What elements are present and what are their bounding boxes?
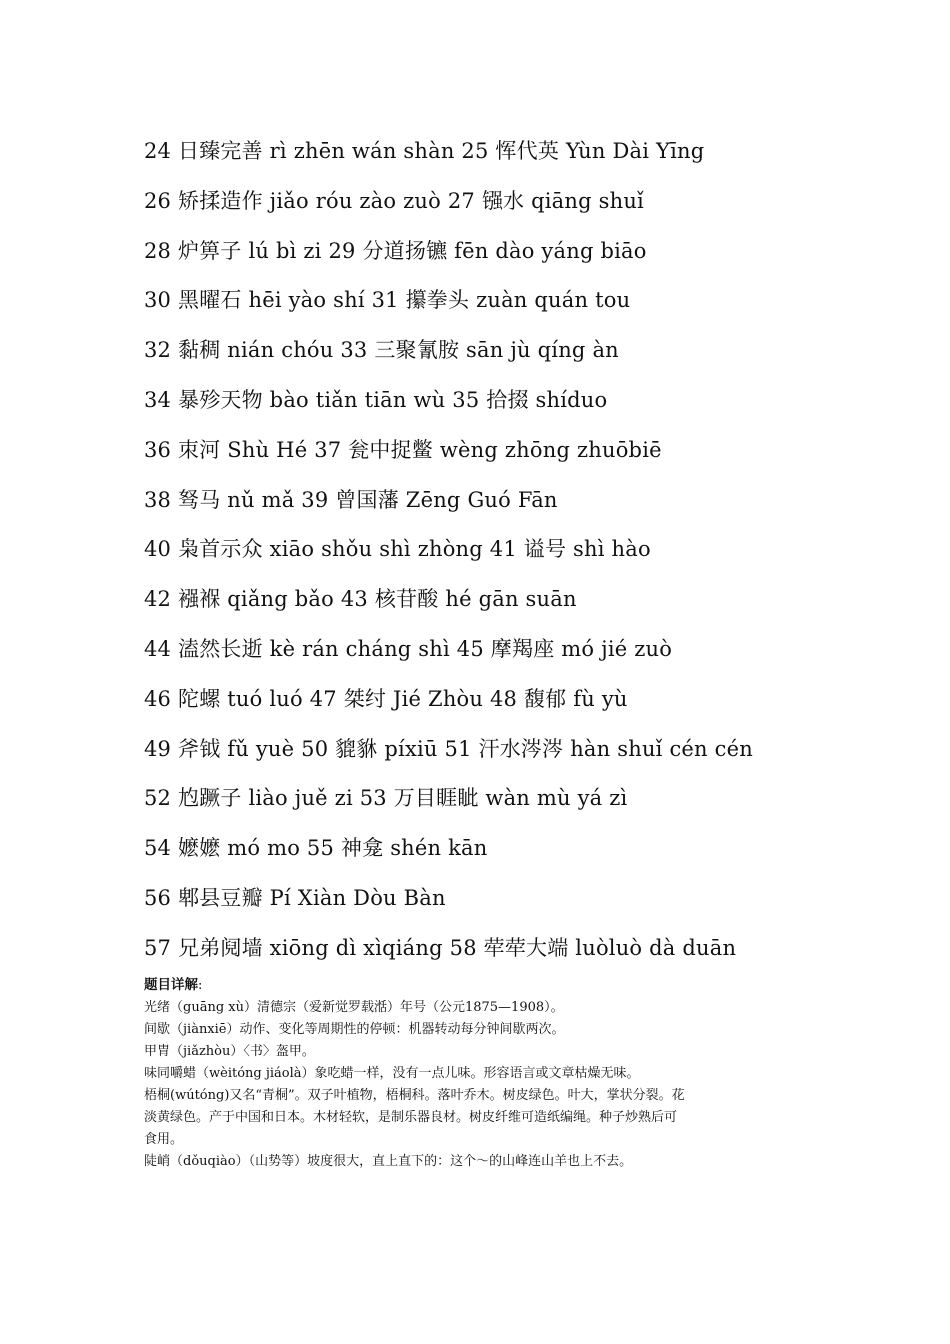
explanation-line: 食用。 — [144, 1132, 184, 1147]
entry-line: 28 炉箅子 lú bì zi 29 分道扬镳 fēn dào yáng biāo — [144, 238, 647, 263]
entry-line: 44 溘然长逝 kè rán cháng shì 45 摩羯座 mó jié zuò — [144, 636, 673, 661]
entry-line: 42 襁褓 qiǎng bǎo 43 核苷酸 hé gān suān — [144, 587, 577, 612]
entry-line: 24 日臻完善 rì zhēn wán shàn 25 恽代英 Yùn Dài Yīng — [144, 139, 705, 163]
entry-line: 26 矫揉造作 jiǎo róu zào zuò 27 镪水 qiāng shuǐ — [144, 188, 644, 213]
entry-line: 40 枭首示众 xiāo shǒu shì zhòng 41 谥号 shì hào — [144, 537, 651, 562]
entry-line: 34 暴殄天物 bào tiǎn tiān wù 35 拾掇 shíduo — [144, 387, 608, 412]
explanation-line: 淡黄绿色。产于中国和日本。木材轻软，是制乐器良材。树皮纤维可造纸编绳。种子炒熟后可 — [144, 1110, 678, 1125]
explanation-title: 题目详解 — [144, 977, 198, 993]
entry-line: 38 驽马 nǔ mǎ 39 曾国藩 Zēng Guó Fān — [144, 487, 558, 512]
explanation-section — [144, 974, 812, 1173]
explanation-line: 陡峭（dǒuqiào）（山势等）坡度很大，直上直下的：这个～的山峰连山羊也上不去。 — [144, 1154, 633, 1169]
explanation-line: 梧桐(wútóng)又名“青桐”。双子叶植物，梧桐科。落叶乔木。树皮绿色。叶大，掌状分裂。花 — [144, 1088, 685, 1103]
explanation-line: 光绪（guāng xù）清德宗（爱新觉罗载湉）年号（公元1875—1908）。 — [144, 1000, 564, 1015]
entry-line: 49 斧钺 fǔ yuè 50 貔貅 píxiū 51 汗水涔涔 hàn shuǐ cén cén — [144, 736, 753, 761]
entry-line: 36 朿河 Shù Hé 37 瓮中捉鳖 wèng zhōng zhuōbiē — [144, 437, 662, 462]
explanation-line: 甲胄（jiǎzhòu）〈书〉盔甲。 — [144, 1044, 315, 1059]
explanation-title-colon: : — [198, 978, 203, 993]
explanation-line: 间歇（jiànxiē）动作、变化等周期性的停顿：机器转动每分钟间歇两次。 — [144, 1022, 565, 1037]
pinyin-entry-list — [144, 132, 924, 979]
entry-line: 57 兄弟阋墙 xiōng dì xìqiáng 58 荦荦大端 luòluò dà duān — [144, 935, 737, 960]
entry-line: 54 嬷嬷 mó mo 55 神龛 shén kān — [144, 836, 488, 861]
entry-line: 32 黏稠 nián chóu 33 三聚氰胺 sān jù qíng àn — [144, 338, 619, 363]
explanation-line: 味同嚼蜡（wèitóng jiáolà）象吃蜡一样，没有一点儿味。形容语言或文章枯燥无味。 — [144, 1066, 640, 1081]
entry-line: 46 陀螺 tuó luó 47 桀纣 Jié Zhòu 48 馥郁 fù yù — [144, 686, 628, 711]
entry-line: 52 尥蹶子 liào juě zi 53 万目睚眦 wàn mù yá zì — [144, 786, 628, 811]
explanation-heading — [144, 974, 812, 997]
entry-line: 56 郫县豆瓣 Pí Xiàn Dòu Bàn — [144, 885, 446, 910]
entry-line: 30 黑曜石 hēi yào shí 31 攥拳头 zuàn quán tou — [144, 288, 631, 313]
